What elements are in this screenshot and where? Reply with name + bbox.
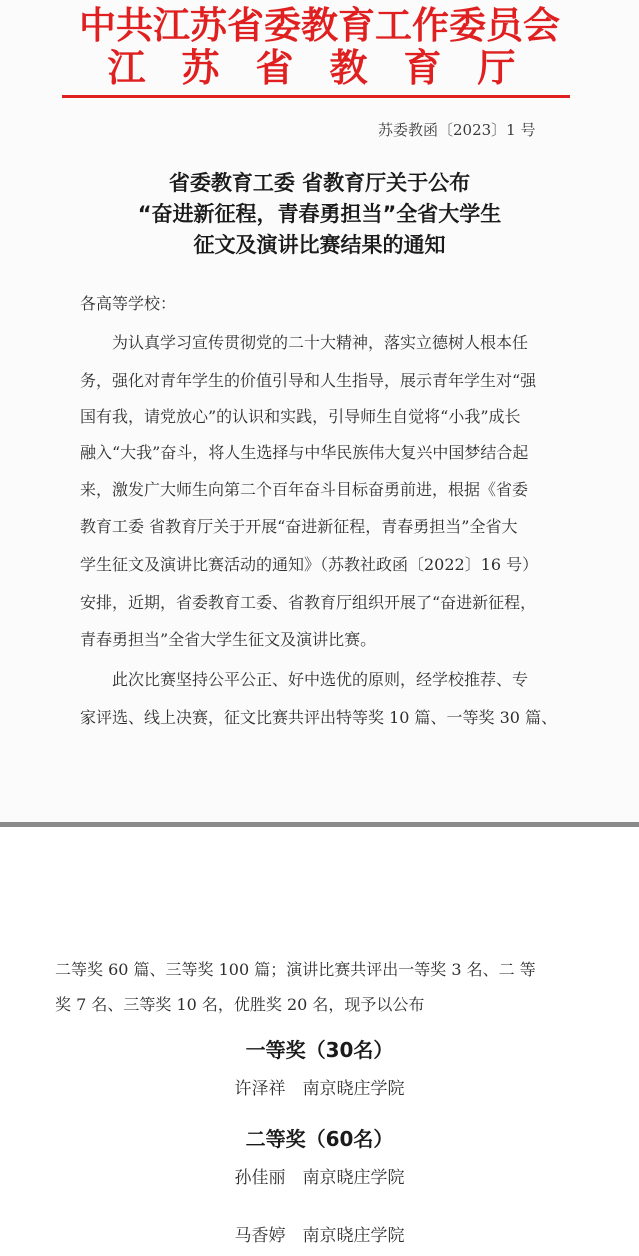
issuer-header-line2: 江苏省教育厅 <box>107 46 552 90</box>
notice-title-line2: “奋进新征程，青春勇担当”全省大学生 <box>137 202 502 226</box>
salutation: 各高等学校： <box>80 294 177 313</box>
paragraph1-line: 国有我，请党放心”的认识和实践，引导师生自觉将“小我”成长 <box>80 407 521 426</box>
notice-title-line1: 省委教育工委 省教育厅关于公布 <box>168 171 471 195</box>
first-prize-heading: 一等奖（30名） <box>245 1038 394 1062</box>
paragraph2-line: 家评选、线上决赛，征文比赛共评出特等奖 10 篇、一等奖 30 篇、 <box>80 708 558 727</box>
red-header-rule <box>62 95 570 98</box>
document-number: 苏委教函〔2023〕1 号 <box>378 121 536 139</box>
paragraph1-line: 安排，近期，省委教育工委、省教育厅组织开展了“奋进新征程， <box>80 593 537 612</box>
winner-entry: 许泽祥 南京晓庄学院 <box>234 1079 405 1099</box>
winner-entry: 孙佳丽 南京晓庄学院 <box>234 1168 405 1188</box>
issuer-header-line1: 中共江苏省委教育工作委员会 <box>79 4 560 47</box>
paragraph1-line: 来，激发广大师生向第二个百年奋斗目标奋勇前进，根据《省委 <box>80 480 529 499</box>
paragraph1-line: 学生征文及演讲比赛活动的通知》（苏教社政函〔2022〕16 号） <box>80 555 539 574</box>
second-prize-heading: 二等奖（60名） <box>245 1127 394 1151</box>
paragraph1-line: 务，强化对青年学生的价值引导和人生指导，展示青年学生对“强 <box>80 371 537 390</box>
paragraph1-line: 为认真学习宣传贯彻党的二十大精神，落实立德树人根本任 <box>80 333 529 352</box>
document-page-2 <box>0 827 639 1256</box>
paragraph2-line: 此次比赛坚持公平公正、好中选优的原则，经学校推荐、专 <box>80 670 529 689</box>
winner-entry: 马香婷 南京晓庄学院 <box>234 1226 405 1246</box>
paragraph1-line: 青春勇担当”全省大学生征文及演讲比赛。 <box>80 630 377 649</box>
paragraph1-line: 教育工委 省教育厅关于开展“奋进新征程，青春勇担当”全省大 <box>80 517 518 536</box>
paragraph1-line: 融入“大我”奋斗，将人生选择与中华民族伟大复兴中国梦结合起 <box>80 443 529 462</box>
notice-title-line3: 征文及演讲比赛结果的通知 <box>193 233 446 257</box>
page2-text-line: 二等奖 60 篇、三等奖 100 篇；演讲比赛共评出一等奖 3 名、二 等 <box>55 960 536 979</box>
page2-text-line: 奖 7 名、三等奖 10 名，优胜奖 20 名，现予以公布 <box>55 995 425 1014</box>
